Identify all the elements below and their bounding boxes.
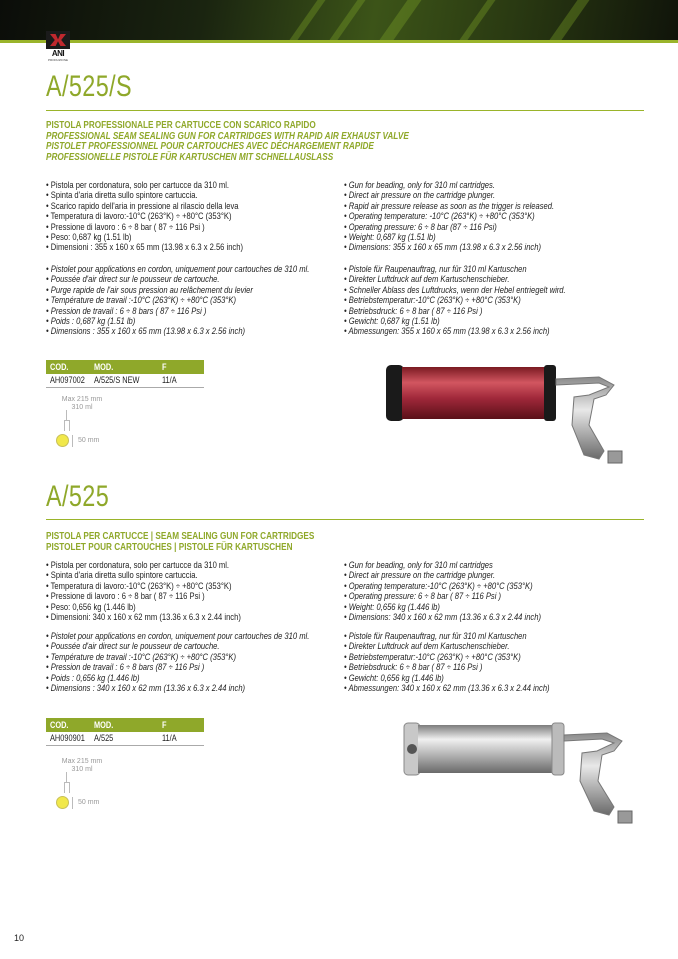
- feature-item: • Direct air pressure on the cartridge plunger.: [344, 570, 496, 582]
- features-de: [344, 265, 621, 338]
- feature-item: • Gewicht: 0,656 kg (1.446 lb): [344, 672, 444, 684]
- feature-item: • Betriebstemperatur:-10°C (263°K) ÷ +80°C (353°K): [344, 295, 521, 307]
- spec-table-header: COD. MOD. F: [46, 360, 204, 374]
- feature-item: • Dimensioni : 355 x 160 x 65 mm (13.98 x 6.3 x 2.56 inch): [46, 242, 243, 254]
- feature-item: • Weight: 0,687 kg (1.51 lb): [344, 232, 436, 244]
- cartridge-circle-icon: [56, 796, 69, 809]
- feature-item: • Abmessungen: 355 x 160 x 65 mm (13.98 x 6.3 x 2.56 inch): [344, 326, 550, 338]
- feature-item: • Dimensioni: 340 x 160 x 62 mm (13.36 x 6.3 x 2.44 inch): [46, 612, 241, 624]
- feature-item: • Direct air pressure on the cartridge plunger.: [344, 190, 496, 202]
- feature-item: • Weight: 0,656 kg (1.446 lb): [344, 601, 440, 613]
- feature-item: • Spinta d'aria diretta sullo spintore cartuccia.: [46, 190, 198, 202]
- features-de: [344, 632, 601, 694]
- feature-item: • Purge rapide de l'air sous pression au relâchement du levier: [46, 284, 253, 296]
- feature-item: • Pressione di lavoro : 6 ÷ 8 bar ( 87 ÷ 116 Psi ): [46, 591, 205, 603]
- feature-item: • Operating pressure: 6 ÷ 8 bar (87 ÷ 116 Psi): [344, 221, 497, 233]
- product-title: A/525: [46, 480, 110, 513]
- subtitle-en: PROFESSIONAL SEAM SEALING GUN FOR CARTRIDGES WITH RAPID AIR EXHAUST VALVE: [46, 130, 409, 142]
- feature-item: • Gun for beading, only for 310 ml cartridges: [344, 560, 493, 571]
- feature-item: • Scarico rapido dell'aria in pressione al rilascio della leva: [46, 200, 239, 212]
- subtitle-line: PISTOLET POUR CARTOUCHES | PISTOLE FÜR KARTUSCHEN: [46, 541, 293, 553]
- product-subtitles: [46, 532, 466, 553]
- brand-logo: ANI PRODUZIONE: [46, 31, 70, 61]
- cartridge-diagram: Max 215 mm 310 ml 50 mm: [52, 396, 132, 458]
- title-divider: [46, 110, 644, 111]
- feature-item: • Pistole für Raupenauftrag, nur für 310 ml Kartuschen: [344, 264, 527, 275]
- feature-item: • Pressione di lavoro : 6 ÷ 8 bar ( 87 ÷ 116 Psi ): [46, 221, 205, 233]
- table-row: AH090901 A/525 11/A: [46, 732, 204, 746]
- subtitle-de: PROFESSIONELLE PISTOLE FÜR KARTUSCHEN MIT SCHNELLAUSLASS: [46, 151, 334, 163]
- feature-item: • Peso: 0,687 kg (1.51 lb): [46, 232, 132, 244]
- feature-item: • Poussée d'air direct sur le pousseur de cartouche.: [46, 274, 220, 286]
- features-en: [344, 561, 590, 623]
- feature-item: • Pression de travail : 6 ÷ 8 bars ( 87 ÷ 116 Psi ): [46, 305, 207, 317]
- feature-item: • Température de travail :-10°C (263°K) ÷ +80°C (353°K): [46, 651, 237, 663]
- feature-item: • Betriebstemperatur:-10°C (263°K) ÷ +80°C (353°K): [344, 651, 521, 663]
- product-title: A/525/S: [46, 70, 132, 103]
- feature-item: • Abmessungen: 340 x 160 x 62 mm (13.36 x 6.3 x 2.44 inch): [344, 683, 550, 695]
- table-row: AH097002 A/525/S NEW 11/A: [46, 374, 204, 388]
- features-it: [46, 561, 290, 623]
- feature-item: • Pistola per cordonatura, solo per cartucce da 310 ml.: [46, 560, 230, 571]
- spec-table: [46, 718, 204, 746]
- feature-item: • Pression de travail : 6 ÷ 8 bars (87 ÷ 116 Psi ): [46, 662, 205, 674]
- page-number: 10: [14, 933, 25, 943]
- feature-item: • Peso: 0,656 kg (1.446 lb): [46, 601, 136, 613]
- subtitle-it: PISTOLA PROFESSIONALE PER CARTUCCE CON SCARICO RAPIDO: [46, 120, 316, 131]
- subtitle-fr: PISTOLET PROFESSIONNEL POUR CARTOUCHES AVEC DÉCHARGEMENT RAPIDE: [46, 141, 374, 152]
- feature-item: • Operating temperature:-10°C (263°K) ÷ +80°C (353°K): [344, 580, 533, 592]
- product-subtitles: [46, 121, 466, 163]
- feature-item: • Operating pressure: 6 ÷ 8 bar ( 87 ÷ 116 Psi ): [344, 591, 502, 603]
- feature-item: • Operating temperature: -10°C (263°K) ÷ +80°C (353°K): [344, 211, 535, 223]
- feature-item: • Poussée d'air direct sur le pousseur de cartouche.: [46, 641, 220, 653]
- title-divider: [46, 519, 644, 520]
- feature-item: • Gewicht: 0,687 kg (1.51 lb): [344, 316, 440, 328]
- feature-item: • Gun for beading, only for 310 ml cartridges.: [344, 180, 495, 191]
- cartridge-body-icon: [64, 420, 70, 431]
- feature-item: • Rapid air pressure release as soon as the trigger is released.: [344, 200, 555, 212]
- features-fr: [46, 632, 375, 694]
- features-fr: [46, 265, 375, 338]
- sealing-gun-red-image: [384, 355, 644, 470]
- header-banner: [0, 0, 678, 40]
- features-it: [46, 181, 292, 254]
- feature-item: • Betriebsdruck: 6 ÷ 8 bar ( 87 ÷ 116 Psi ): [344, 305, 483, 317]
- feature-item: • Pistole für Raupenauftrag, nur für 310 ml Kartuschen: [344, 631, 527, 642]
- cartridge-body-icon: [64, 782, 70, 793]
- feature-item: • Pistolet pour applications en cordon, uniquement pour cartouches de 310 ml.: [46, 264, 310, 275]
- feature-item: • Poids : 0,656 kg (1.446 lb): [46, 672, 140, 684]
- feature-item: • Direkter Luftdruck auf dem Kartuschenschieber.: [344, 641, 510, 653]
- feature-item: • Dimensions: 355 x 160 x 65 mm (13.98 x 6.3 x 2.56 inch): [344, 242, 541, 254]
- features-en: [344, 181, 607, 254]
- feature-item: • Pistolet pour applications en cordon, uniquement pour cartouches de 310 ml.: [46, 631, 310, 642]
- feature-item: • Poids : 0,687 kg (1.51 lb): [46, 316, 136, 328]
- feature-item: • Pistola per cordonatura, solo per cartucce da 310 ml.: [46, 180, 230, 191]
- cartridge-diagram: Max 215 mm 310 ml 50 mm: [52, 758, 132, 820]
- header-accent-line: [0, 40, 678, 43]
- cartridge-circle-icon: [56, 434, 69, 447]
- sealing-gun-aluminium-image: [402, 715, 652, 830]
- subtitle-line: PISTOLA PER CARTUCCE | SEAM SEALING GUN FOR CARTRIDGES: [46, 531, 315, 542]
- spec-table: [46, 360, 204, 388]
- feature-item: • Direkter Luftdruck auf dem Kartuschenschieber.: [344, 274, 510, 286]
- feature-item: • Betriebsdruck: 6 ÷ 8 bar ( 87 ÷ 116 Psi ): [344, 662, 483, 674]
- feature-item: • Schneller Ablass des Luftdrucks, wenn der Hebel entriegelt wird.: [344, 284, 566, 296]
- feature-item: • Spinta d'aria diretta sullo spintore cartuccia.: [46, 570, 198, 582]
- feature-item: • Dimensions : 355 x 160 x 65 mm (13.98 x 6.3 x 2.56 inch): [46, 326, 246, 338]
- feature-item: • Temperatura di lavoro:-10°C (263°K) ÷ +80°C (353°K): [46, 580, 232, 592]
- feature-item: • Temperatura di lavoro:-10°C (263°K) ÷ +80°C (353°K): [46, 211, 232, 223]
- spec-table-header: COD. MOD. F: [46, 718, 204, 732]
- feature-item: • Dimensions : 340 x 160 x 62 mm (13.36 x 6.3 x 2.44 inch): [46, 683, 246, 695]
- feature-item: • Dimensions: 340 x 160 x 62 mm (13.36 x 6.3 x 2.44 inch): [344, 612, 541, 624]
- feature-item: • Température de travail :-10°C (263°K) ÷ +80°C (353°K): [46, 295, 237, 307]
